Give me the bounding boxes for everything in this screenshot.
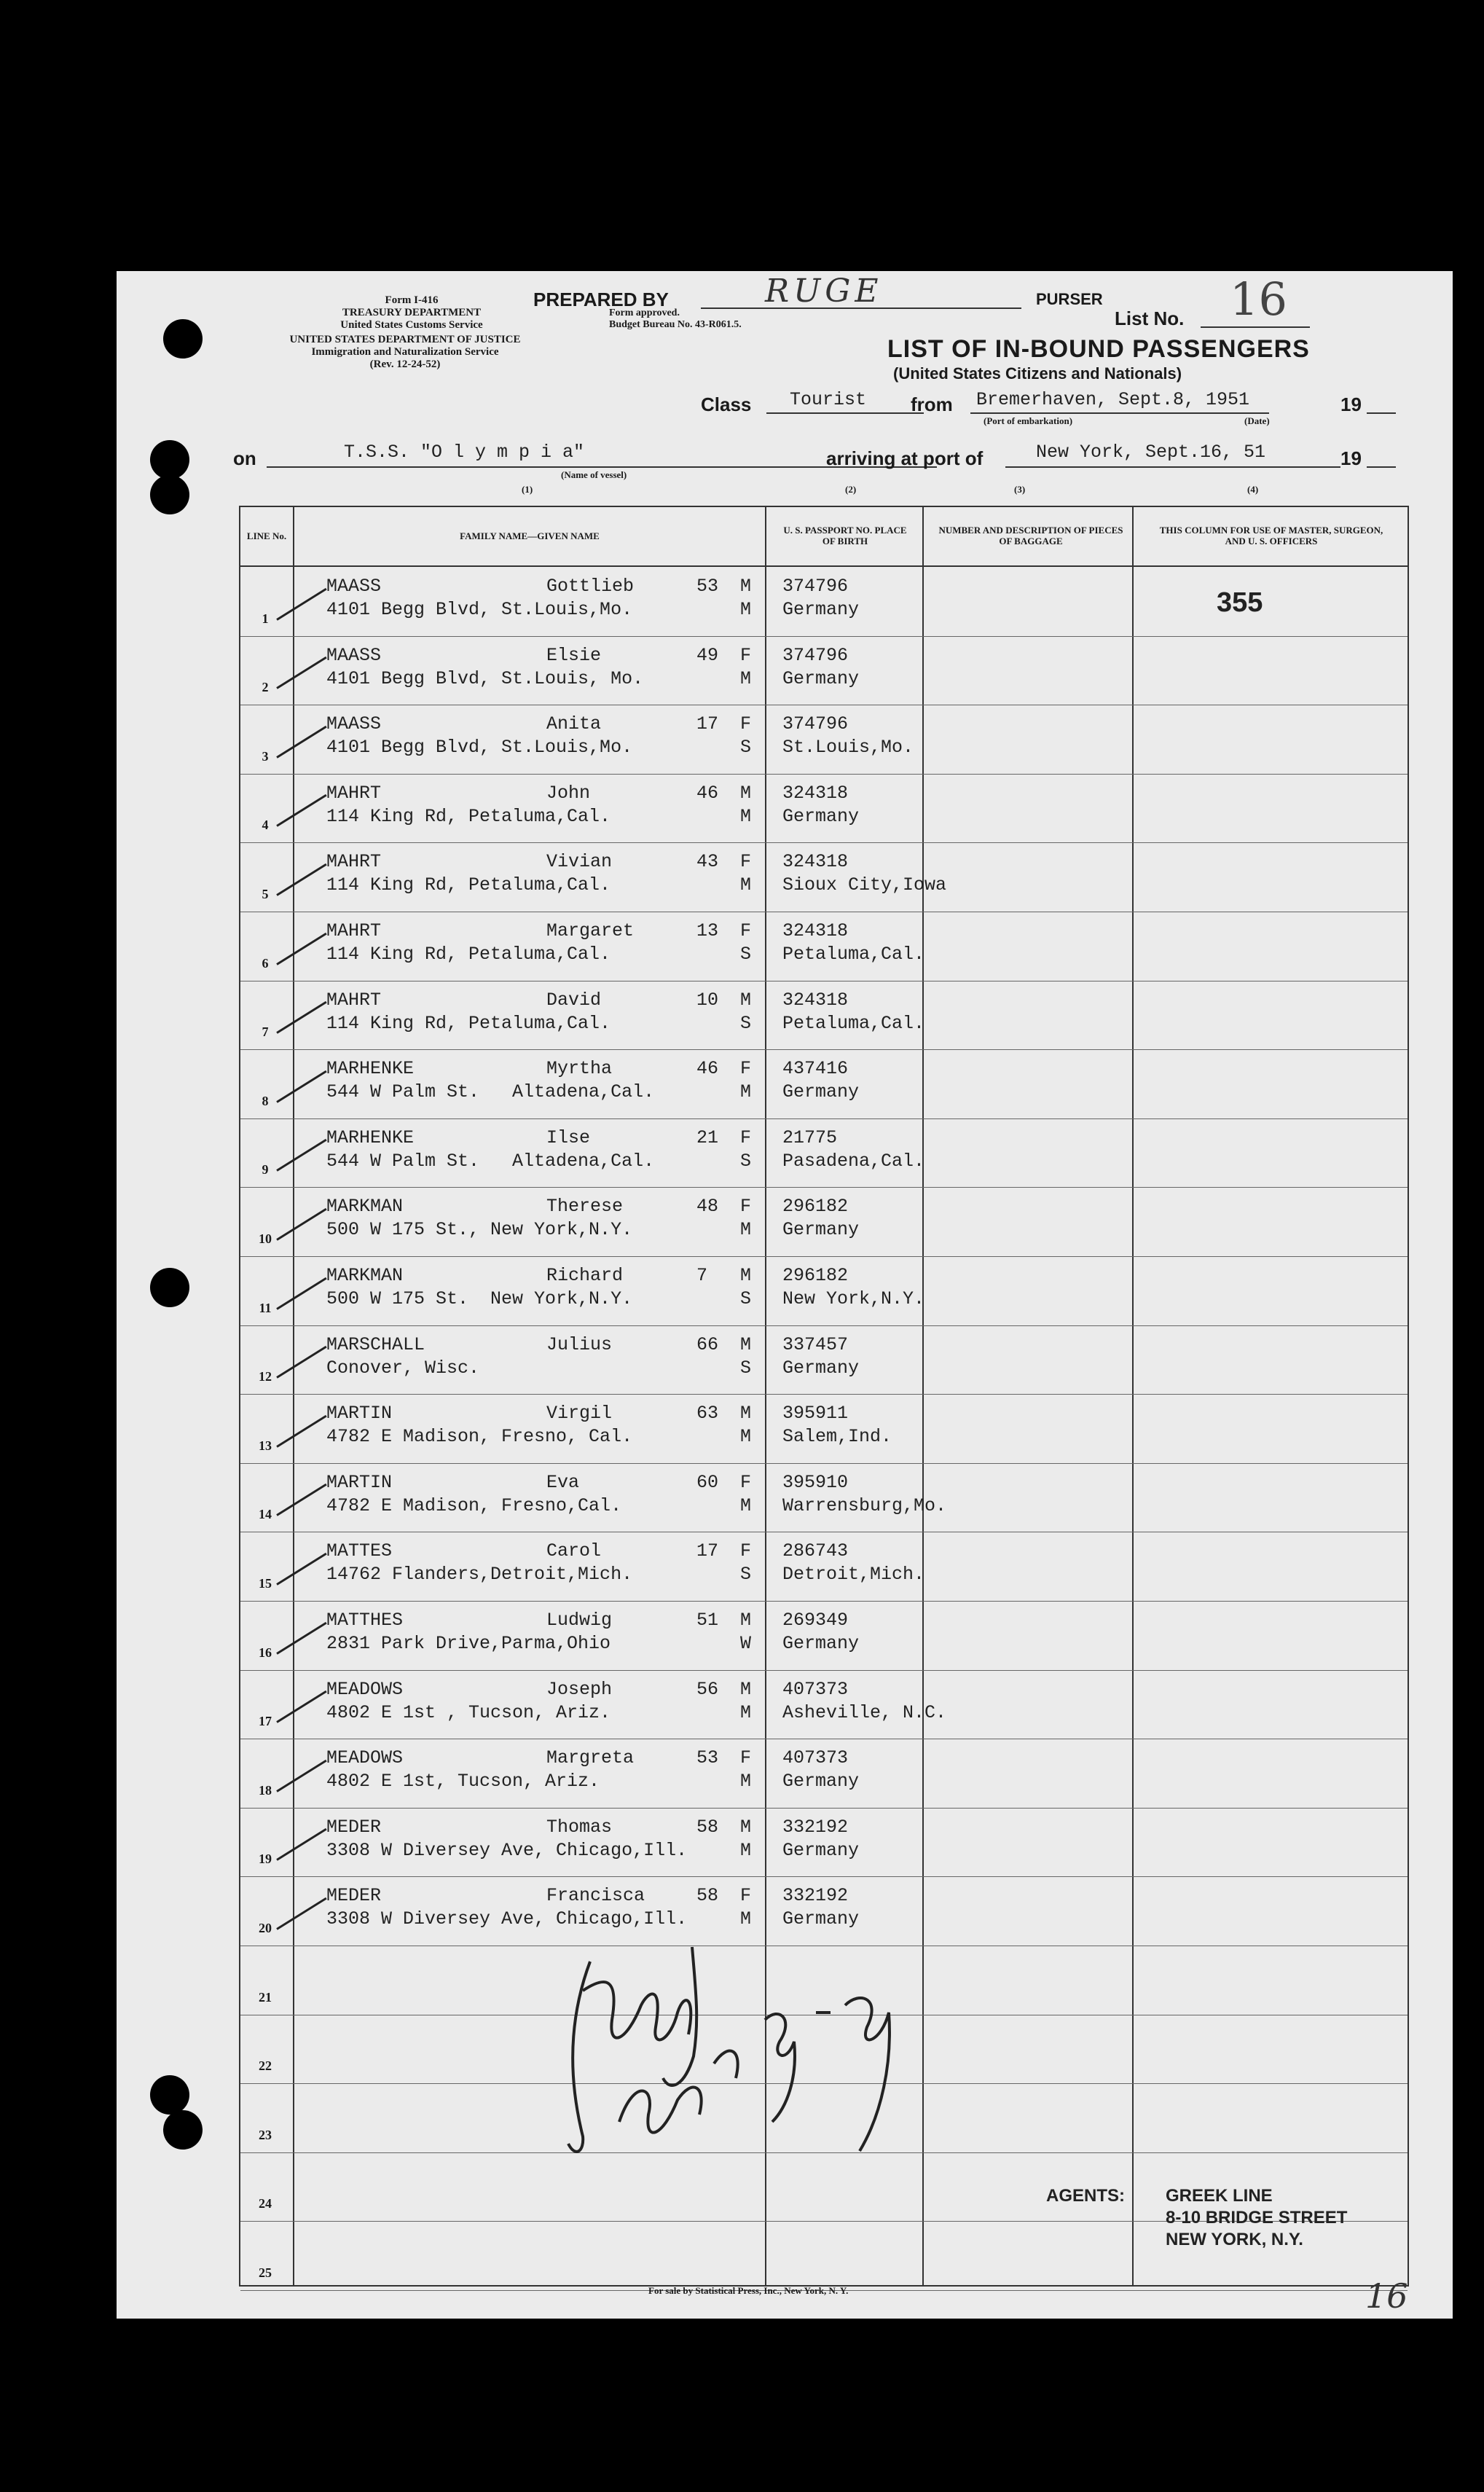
address: 3308 W Diversey Ave, Chicago,Ill. bbox=[326, 1840, 688, 1861]
column-header-passport: U. S. PASSPORT NO. PLACE OF BIRTH bbox=[783, 525, 907, 546]
marital-status: S bbox=[740, 1357, 752, 1379]
age: 66 bbox=[696, 1334, 719, 1355]
given-name: Thomas bbox=[546, 1817, 613, 1838]
place-of-birth: Asheville, N.C. bbox=[782, 1702, 947, 1723]
sex: F bbox=[740, 1472, 752, 1493]
family-name: MARHENKE bbox=[326, 1058, 415, 1079]
year-prefix-1: 19 bbox=[1340, 393, 1362, 415]
family-name: MAHRT bbox=[326, 783, 382, 804]
vessel-caption: (Name of vessel) bbox=[561, 469, 627, 480]
approval-line-1: Form approved. bbox=[609, 307, 680, 318]
binder-hole bbox=[150, 440, 189, 479]
sex: M bbox=[740, 990, 752, 1011]
given-name: Julius bbox=[546, 1334, 613, 1355]
check-mark-icon bbox=[276, 588, 326, 621]
marital-status: W bbox=[740, 1633, 752, 1654]
port-caption: (Port of embarkation) bbox=[984, 415, 1073, 426]
address: 500 W 175 St., New York,N.Y. bbox=[326, 1219, 633, 1240]
list-subtitle: (United States Citizens and Nationals) bbox=[893, 364, 1182, 383]
check-mark-icon bbox=[276, 1277, 326, 1310]
age: 46 bbox=[696, 1058, 719, 1079]
address: 544 W Palm St. Altadena,Cal. bbox=[326, 1151, 655, 1172]
binder-hole bbox=[163, 319, 203, 358]
line-number: 17 bbox=[259, 1714, 272, 1728]
age: 7 bbox=[696, 1265, 708, 1286]
line-number: 8 bbox=[262, 1094, 269, 1108]
line-number: 5 bbox=[262, 887, 269, 901]
line-number: 24 bbox=[259, 2196, 272, 2211]
place-of-birth: New York,N.Y. bbox=[782, 1288, 925, 1309]
justice-block bbox=[237, 334, 573, 371]
address: 114 King Rd, Petaluma,Cal. bbox=[326, 874, 611, 896]
age: 53 bbox=[696, 1747, 719, 1768]
family-name: MATTHES bbox=[326, 1610, 404, 1631]
passport-number: 324318 bbox=[782, 920, 849, 941]
place-of-birth: Petaluma,Cal. bbox=[782, 944, 925, 965]
given-name: Myrtha bbox=[546, 1058, 613, 1079]
immigration-service: Immigration and Naturalization Service bbox=[311, 346, 499, 358]
signature-time-note bbox=[1064, 1969, 1067, 1970]
sex: F bbox=[740, 1747, 752, 1768]
approval-line-2: Budget Bureau No. 43-R061.5. bbox=[609, 319, 742, 330]
address: 114 King Rd, Petaluma,Cal. bbox=[326, 1013, 611, 1034]
line-number: 7 bbox=[262, 1024, 269, 1039]
family-name: MARSCHALL bbox=[326, 1334, 425, 1355]
check-mark-icon bbox=[276, 657, 326, 689]
binder-hole bbox=[150, 1268, 189, 1307]
line-number: 18 bbox=[259, 1783, 272, 1798]
passport-number: 332192 bbox=[782, 1817, 849, 1838]
place-of-birth: Sioux City,Iowa bbox=[782, 874, 947, 896]
marital-status: M bbox=[740, 1495, 752, 1516]
check-mark-icon bbox=[276, 1897, 326, 1930]
given-name: Richard bbox=[546, 1265, 624, 1286]
arriving-label: arriving at port of bbox=[826, 447, 984, 469]
check-mark-icon bbox=[276, 1070, 326, 1103]
place-of-birth: Germany bbox=[782, 1219, 860, 1240]
family-name: MAHRT bbox=[326, 920, 382, 941]
year-prefix-2: 19 bbox=[1340, 447, 1362, 469]
marital-status: M bbox=[740, 1081, 752, 1102]
baggage-col-number: (3) bbox=[1014, 484, 1026, 495]
line-number: 19 bbox=[259, 1852, 272, 1866]
row-rule bbox=[240, 1808, 1408, 1809]
marital-status: S bbox=[740, 737, 752, 758]
marital-status: M bbox=[740, 668, 752, 689]
passport-number: 21775 bbox=[782, 1127, 838, 1148]
vessel-value: T.S.S. "O l y m p i a" bbox=[344, 442, 585, 463]
check-mark-icon bbox=[276, 1346, 326, 1379]
family-name: MEADOWS bbox=[326, 1747, 404, 1768]
passport-number: 395910 bbox=[782, 1472, 849, 1493]
given-name: Margreta bbox=[546, 1747, 635, 1768]
sex: F bbox=[740, 713, 752, 734]
given-name: Anita bbox=[546, 713, 602, 734]
sex: M bbox=[740, 1817, 752, 1838]
check-mark-icon bbox=[276, 1139, 326, 1172]
row-rule bbox=[240, 1325, 1408, 1326]
passport-number: 286743 bbox=[782, 1540, 849, 1562]
purser-label: PURSER bbox=[1036, 290, 1103, 308]
passport-number: 324318 bbox=[782, 990, 849, 1011]
passport-number: 395911 bbox=[782, 1403, 849, 1424]
manifest-page bbox=[117, 271, 1453, 2319]
address: 114 King Rd, Petaluma,Cal. bbox=[326, 806, 611, 827]
family-name: MEDER bbox=[326, 1885, 382, 1906]
age: 17 bbox=[696, 1540, 719, 1562]
row-rule bbox=[240, 1394, 1408, 1395]
row-rule bbox=[240, 774, 1408, 775]
sex: F bbox=[740, 851, 752, 872]
list-no-label: List No. bbox=[1115, 307, 1185, 329]
prepared-by-signature: RUGE bbox=[765, 273, 883, 310]
marital-status: M bbox=[740, 1771, 752, 1792]
treasury-block bbox=[328, 294, 495, 332]
class-value: Tourist bbox=[790, 389, 867, 410]
place-of-birth: Pasadena,Cal. bbox=[782, 1151, 925, 1172]
given-name: Ludwig bbox=[546, 1610, 613, 1631]
passport-number: 407373 bbox=[782, 1747, 849, 1768]
age: 60 bbox=[696, 1472, 719, 1493]
binder-hole bbox=[150, 2075, 189, 2115]
row-rule bbox=[240, 1876, 1408, 1877]
given-name: John bbox=[546, 783, 591, 804]
passport-number: 374796 bbox=[782, 576, 849, 597]
from-value: Bremerhaven, Sept.8, 1951 bbox=[976, 389, 1250, 410]
given-name: Joseph bbox=[546, 1679, 613, 1700]
marital-status: S bbox=[740, 1288, 752, 1309]
marital-status: M bbox=[740, 1219, 752, 1240]
printer-footer: For sale by Statistical Press, Inc., New York, N. Y. bbox=[648, 2285, 849, 2296]
row-rule bbox=[240, 1670, 1408, 1671]
line-number: 12 bbox=[259, 1369, 272, 1384]
passport-number: 269349 bbox=[782, 1610, 849, 1631]
revision-date: (Rev. 12-24-52) bbox=[369, 358, 441, 370]
header-rule bbox=[240, 565, 1408, 567]
place-of-birth: Germany bbox=[782, 1771, 860, 1792]
sex: M bbox=[740, 1679, 752, 1700]
age: 10 bbox=[696, 990, 719, 1011]
passport-col-number: (2) bbox=[845, 484, 857, 495]
passport-number: 296182 bbox=[782, 1265, 849, 1286]
address: 3308 W Diversey Ave, Chicago,Ill. bbox=[326, 1908, 688, 1929]
place-of-birth: Germany bbox=[782, 1357, 860, 1379]
place-of-birth: Germany bbox=[782, 1081, 860, 1102]
sex: F bbox=[740, 1058, 752, 1079]
given-name: Therese bbox=[546, 1196, 624, 1217]
family-name: MARKMAN bbox=[326, 1196, 404, 1217]
officer-signature-icon bbox=[539, 1932, 918, 2173]
row-rule bbox=[240, 1187, 1408, 1188]
passport-number: 296182 bbox=[782, 1196, 849, 1217]
place-of-birth: St.Louis,Mo. bbox=[782, 737, 914, 758]
passport-number: 437416 bbox=[782, 1058, 849, 1079]
address: 4782 E Madison, Fresno, Cal. bbox=[326, 1426, 633, 1447]
sex: M bbox=[740, 1610, 752, 1631]
marital-status: M bbox=[740, 874, 752, 896]
marital-status: S bbox=[740, 944, 752, 965]
check-mark-icon bbox=[276, 1690, 326, 1723]
age: 51 bbox=[696, 1610, 719, 1631]
justice-department: UNITED STATES DEPARTMENT OF JUSTICE bbox=[289, 334, 521, 345]
list-no-value: 16 bbox=[1230, 273, 1287, 326]
sex: F bbox=[740, 1540, 752, 1562]
place-of-birth: Warrensburg,Mo. bbox=[782, 1495, 947, 1516]
line-number: 23 bbox=[259, 2128, 272, 2142]
from-label: from bbox=[911, 393, 953, 415]
given-name: David bbox=[546, 990, 602, 1011]
row-rule bbox=[240, 1049, 1408, 1050]
place-of-birth: Salem,Ind. bbox=[782, 1426, 892, 1447]
place-of-birth: Petaluma,Cal. bbox=[782, 1013, 925, 1034]
marital-status: S bbox=[740, 1013, 752, 1034]
arriving-value: New York, Sept.16, 51 bbox=[1036, 442, 1266, 463]
sex: F bbox=[740, 645, 752, 666]
given-name: Eva bbox=[546, 1472, 580, 1493]
check-mark-icon bbox=[276, 1760, 326, 1792]
date-caption: (Date) bbox=[1244, 415, 1270, 426]
family-name: MARKMAN bbox=[326, 1265, 404, 1286]
address: 544 W Palm St. Altadena,Cal. bbox=[326, 1081, 655, 1102]
age: 46 bbox=[696, 783, 719, 804]
address: Conover, Wisc. bbox=[326, 1357, 480, 1379]
line-number: 4 bbox=[262, 818, 269, 832]
address: 4802 E 1st, Tucson, Ariz. bbox=[326, 1771, 600, 1792]
address: 4782 E Madison, Fresno,Cal. bbox=[326, 1495, 622, 1516]
given-name: Ilse bbox=[546, 1127, 591, 1148]
sex: M bbox=[740, 783, 752, 804]
family-name: MAASS bbox=[326, 576, 382, 597]
sex: F bbox=[740, 1196, 752, 1217]
address: 14762 Flanders,Detroit,Mich. bbox=[326, 1564, 633, 1585]
check-mark-icon bbox=[276, 794, 326, 827]
line-number: 25 bbox=[259, 2265, 272, 2280]
family-name: MARTIN bbox=[326, 1472, 393, 1493]
place-of-birth: Germany bbox=[782, 1908, 860, 1929]
age: 53 bbox=[696, 576, 719, 597]
year-line-1 bbox=[1367, 391, 1396, 414]
column-header-officers: THIS COLUMN FOR USE OF MASTER, SURGEON, AND U. S. OFFICERS bbox=[1159, 525, 1383, 546]
family-name: MAHRT bbox=[326, 990, 382, 1011]
age: 63 bbox=[696, 1403, 719, 1424]
line-number: 11 bbox=[259, 1301, 272, 1315]
address: 4802 E 1st , Tucson, Ariz. bbox=[326, 1702, 611, 1723]
marital-status: S bbox=[740, 1151, 752, 1172]
given-name: Virgil bbox=[546, 1403, 613, 1424]
line-number: 22 bbox=[259, 2058, 272, 2073]
check-mark-icon bbox=[276, 1828, 326, 1861]
address: 4101 Begg Blvd, St.Louis, Mo. bbox=[326, 668, 644, 689]
line-number: 15 bbox=[259, 1576, 272, 1591]
place-of-birth: Germany bbox=[782, 599, 860, 620]
age: 21 bbox=[696, 1127, 719, 1148]
place-of-birth: Germany bbox=[782, 668, 860, 689]
binder-hole bbox=[150, 475, 189, 514]
marital-status: M bbox=[740, 806, 752, 827]
prepared-by-label: PREPARED BY bbox=[533, 289, 669, 310]
column-header-name: FAMILY NAME—GIVEN NAME bbox=[460, 530, 600, 541]
given-name: Carol bbox=[546, 1540, 602, 1562]
agents-line-2: 8-10 BRIDGE STREET bbox=[1166, 2208, 1348, 2227]
row-rule bbox=[240, 1118, 1408, 1119]
family-name: MAASS bbox=[326, 645, 382, 666]
check-mark-icon bbox=[276, 1415, 326, 1448]
sex: F bbox=[740, 1885, 752, 1906]
line-number: 1 bbox=[262, 611, 269, 626]
given-name: Vivian bbox=[546, 851, 613, 872]
list-title: LIST OF IN-BOUND PASSENGERS bbox=[887, 335, 1310, 363]
approval-block bbox=[609, 307, 742, 331]
address: 114 King Rd, Petaluma,Cal. bbox=[326, 944, 611, 965]
agents-line-3: NEW YORK, N.Y. bbox=[1166, 2230, 1303, 2249]
passport-number: 407373 bbox=[782, 1679, 849, 1700]
sex: M bbox=[740, 576, 752, 597]
passport-number: 324318 bbox=[782, 783, 849, 804]
customs-service: United States Customs Service bbox=[340, 319, 483, 331]
age: 58 bbox=[696, 1885, 719, 1906]
passport-number: 374796 bbox=[782, 713, 849, 734]
row-rule bbox=[240, 636, 1408, 637]
vessel-col-number: (1) bbox=[522, 484, 533, 495]
row-rule bbox=[240, 1256, 1408, 1257]
marital-status: M bbox=[740, 1702, 752, 1723]
line-number: 9 bbox=[262, 1162, 269, 1177]
address: 4101 Begg Blvd, St.Louis,Mo. bbox=[326, 737, 633, 758]
check-mark-icon bbox=[276, 1553, 326, 1586]
address: 500 W 175 St. New York,N.Y. bbox=[326, 1288, 633, 1309]
place-of-birth: Germany bbox=[782, 806, 860, 827]
sex: M bbox=[740, 1334, 752, 1355]
sex: F bbox=[740, 1127, 752, 1148]
age: 49 bbox=[696, 645, 719, 666]
check-mark-icon bbox=[276, 933, 326, 965]
given-name: Elsie bbox=[546, 645, 602, 666]
check-mark-icon bbox=[276, 1001, 326, 1034]
place-of-birth: Detroit,Mich. bbox=[782, 1564, 925, 1585]
class-label: Class bbox=[701, 393, 752, 415]
check-mark-icon bbox=[276, 726, 326, 759]
passport-number: 337457 bbox=[782, 1334, 849, 1355]
family-name: MATTES bbox=[326, 1540, 393, 1562]
marital-status: M bbox=[740, 1426, 752, 1447]
place-of-birth: Germany bbox=[782, 1633, 860, 1654]
family-name: MARHENKE bbox=[326, 1127, 415, 1148]
column-header-baggage: NUMBER AND DESCRIPTION OF PIECES OF BAGGAGE bbox=[938, 525, 1123, 546]
age: 43 bbox=[696, 851, 719, 872]
agents-line-1: GREEK LINE bbox=[1166, 2186, 1273, 2206]
check-mark-icon bbox=[276, 1622, 326, 1655]
row-rule bbox=[240, 842, 1408, 843]
address: 4101 Begg Blvd, St.Louis,Mo. bbox=[326, 599, 633, 620]
officers-col-number: (4) bbox=[1247, 484, 1259, 495]
check-mark-icon bbox=[276, 1208, 326, 1241]
sex: M bbox=[740, 1403, 752, 1424]
check-mark-icon bbox=[276, 1484, 326, 1516]
age: 56 bbox=[696, 1679, 719, 1700]
line-number: 21 bbox=[259, 1990, 272, 2005]
place-of-birth: Germany bbox=[782, 1840, 860, 1861]
marital-status: M bbox=[740, 1908, 752, 1929]
on-label: on bbox=[233, 447, 256, 469]
passport-number: 332192 bbox=[782, 1885, 849, 1906]
line-number: 6 bbox=[262, 956, 269, 971]
family-name: MARTIN bbox=[326, 1403, 393, 1424]
row-rule bbox=[240, 1601, 1408, 1602]
passport-number: 374796 bbox=[782, 645, 849, 666]
marital-status: S bbox=[740, 1564, 752, 1585]
age: 13 bbox=[696, 920, 719, 941]
treasury-department: TREASURY DEPARTMENT bbox=[342, 307, 482, 318]
family-name: MEADOWS bbox=[326, 1679, 404, 1700]
age: 58 bbox=[696, 1817, 719, 1838]
check-mark-icon bbox=[276, 863, 326, 896]
line-number: 10 bbox=[259, 1231, 272, 1246]
line-number: 3 bbox=[262, 749, 269, 764]
line-number: 20 bbox=[259, 1921, 272, 1935]
sex: M bbox=[740, 1265, 752, 1286]
agents-label: AGENTS: bbox=[1046, 2186, 1125, 2206]
binder-hole bbox=[163, 2110, 203, 2150]
sex: F bbox=[740, 920, 752, 941]
line-number: 2 bbox=[262, 680, 269, 694]
line-number: 13 bbox=[259, 1438, 272, 1453]
age: 48 bbox=[696, 1196, 719, 1217]
marital-status: M bbox=[740, 599, 752, 620]
passport-number: 324318 bbox=[782, 851, 849, 872]
line-number: 16 bbox=[259, 1645, 272, 1660]
given-name: Francisca bbox=[546, 1885, 645, 1906]
form-number: Form I-416 bbox=[385, 294, 439, 306]
address: 2831 Park Drive,Parma,Ohio bbox=[326, 1633, 611, 1654]
given-name: Gottlieb bbox=[546, 576, 635, 597]
officer-note: 355 bbox=[1217, 587, 1263, 618]
page-mark: 16 bbox=[1365, 2276, 1408, 2316]
row-rule bbox=[240, 1463, 1408, 1464]
column-header-line-no: LINE No. bbox=[246, 530, 287, 541]
year-line-2 bbox=[1367, 444, 1396, 468]
age: 17 bbox=[696, 713, 719, 734]
line-number: 14 bbox=[259, 1507, 272, 1521]
family-name: MAHRT bbox=[326, 851, 382, 872]
family-name: MAASS bbox=[326, 713, 382, 734]
family-name: MEDER bbox=[326, 1817, 382, 1838]
marital-status: M bbox=[740, 1840, 752, 1861]
given-name: Margaret bbox=[546, 920, 635, 941]
